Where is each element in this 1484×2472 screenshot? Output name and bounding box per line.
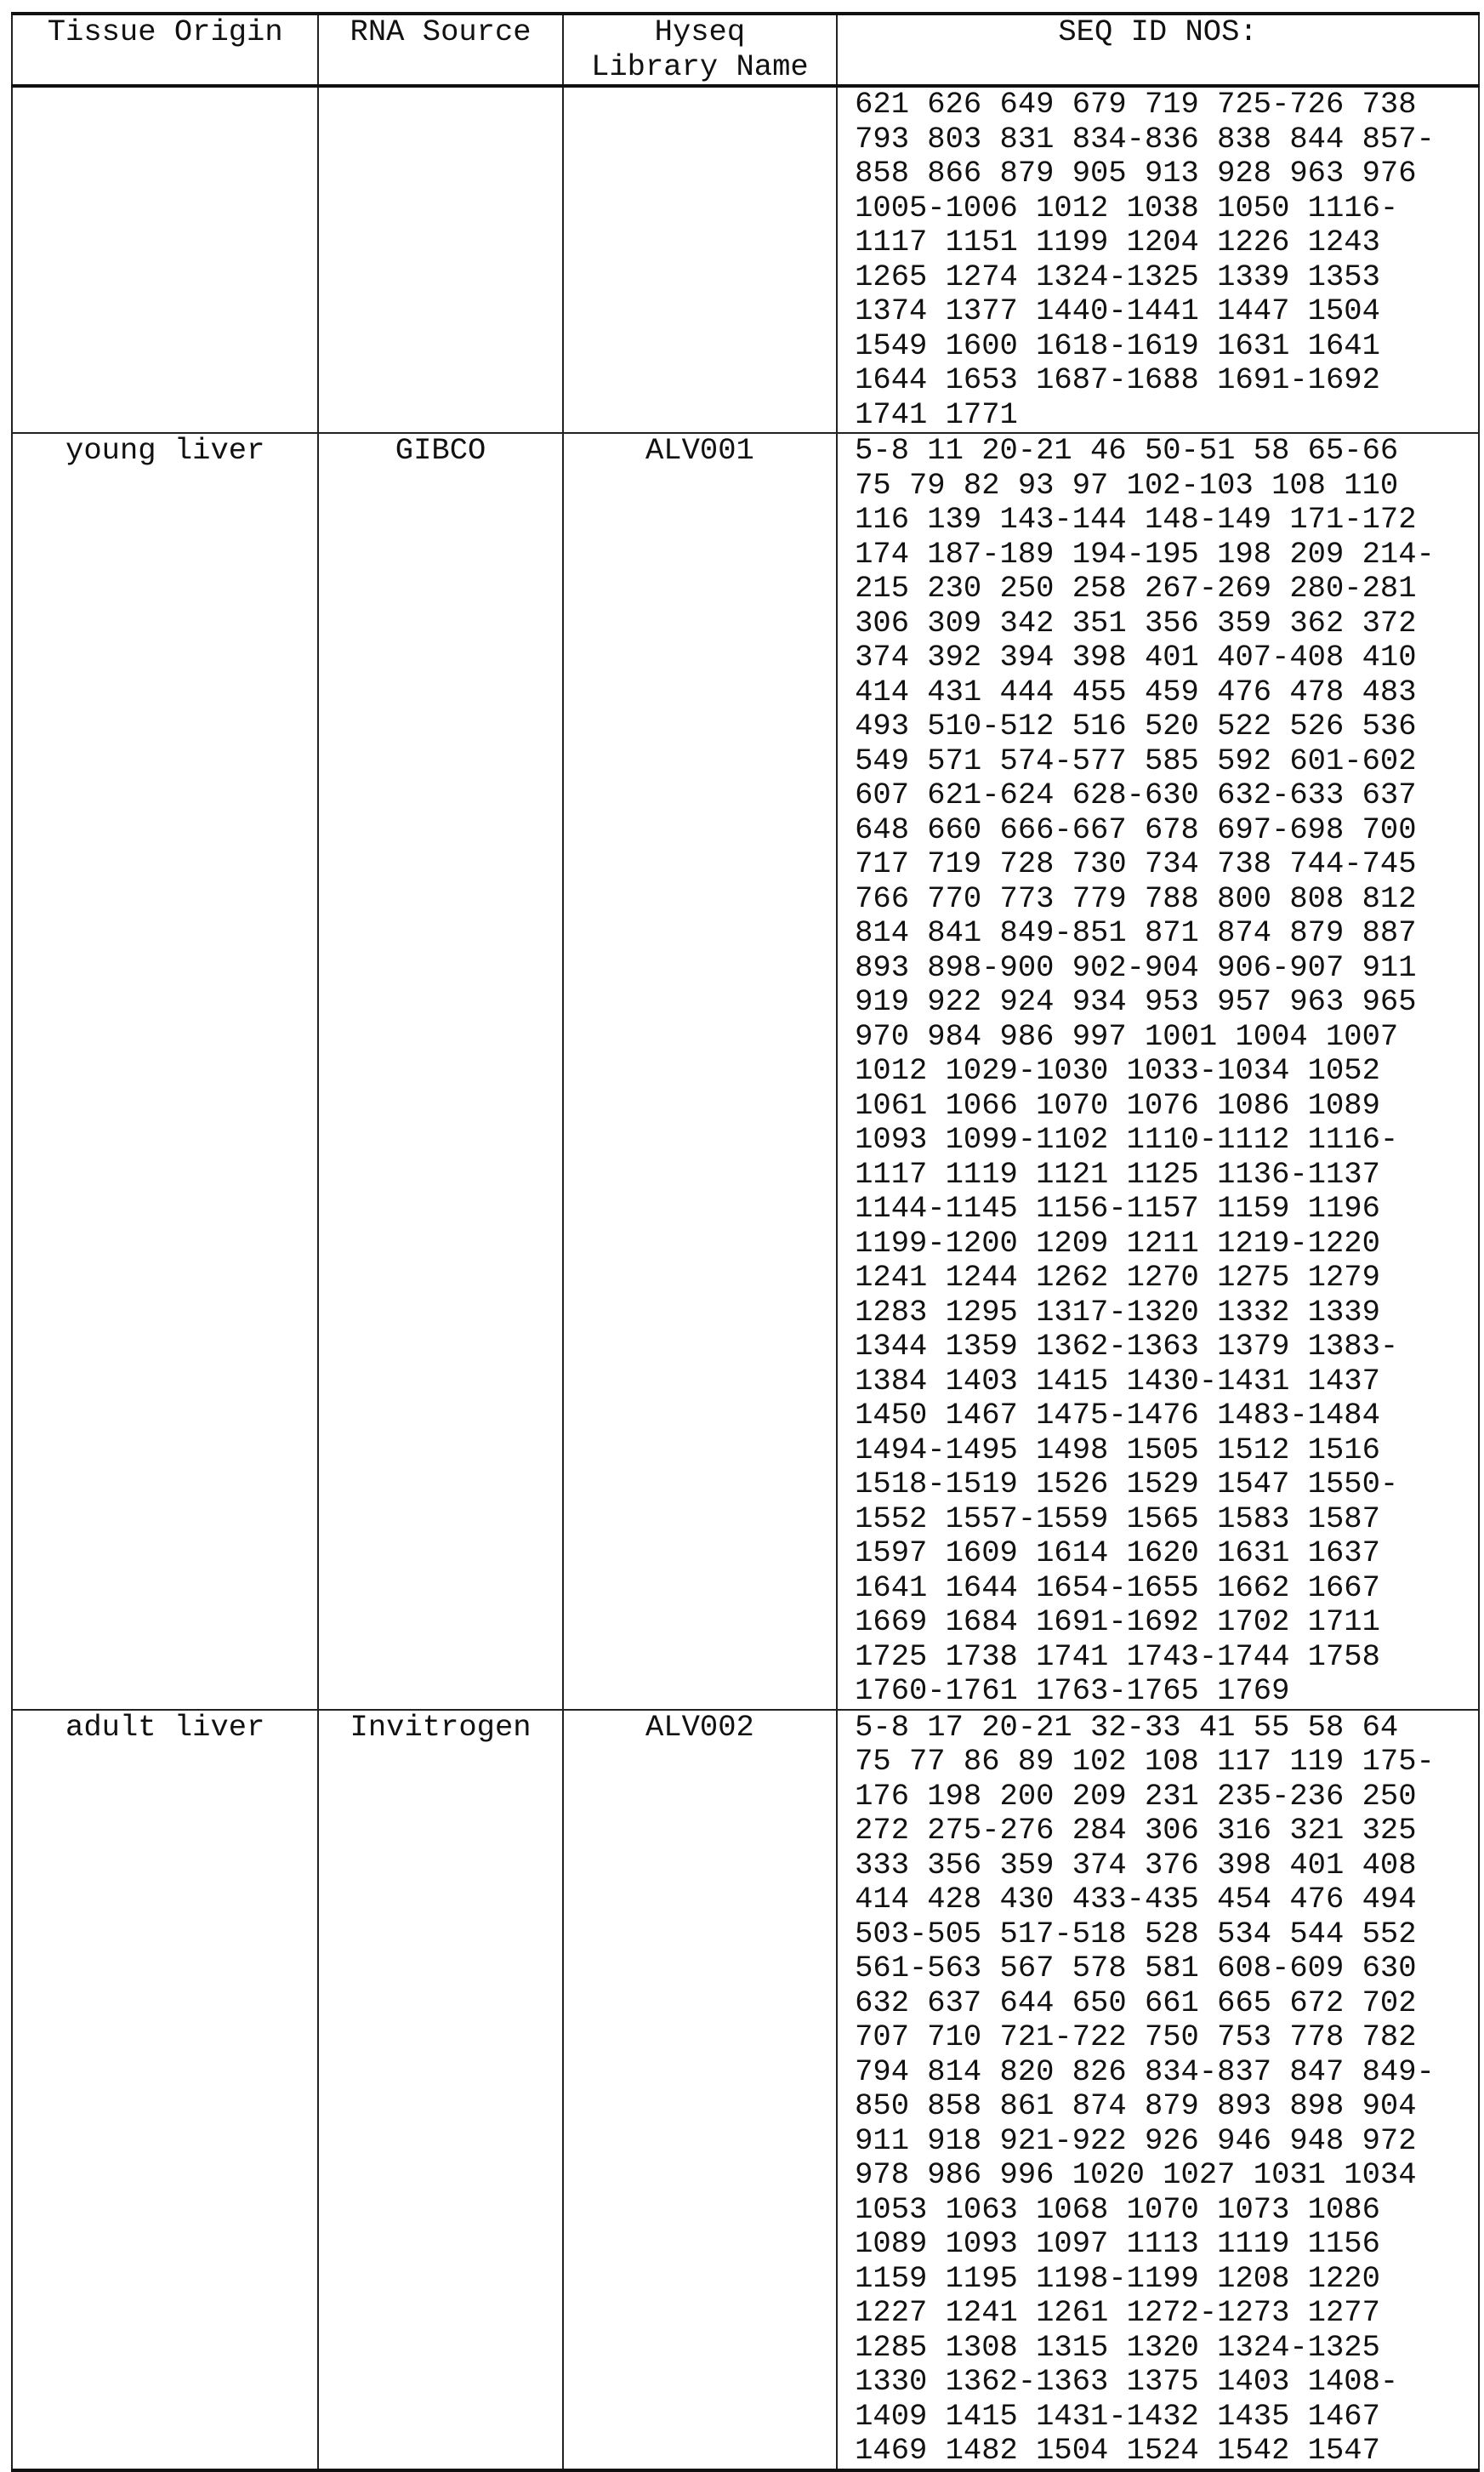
seq-id-line: 1159 1195 1198-1199 1208 1220 [855, 2262, 1478, 2297]
seq-id-line: 75 77 86 89 102 108 117 119 175- [855, 1745, 1478, 1780]
cell-seq-ids [837, 86, 1479, 433]
seq-id-line: 717 719 728 730 734 738 744-745 [855, 847, 1478, 882]
table-row [12, 433, 1479, 1710]
seq-id-line: 503-505 517-518 528 534 544 552 [855, 1917, 1478, 1952]
cell-seq-ids [837, 433, 1479, 1710]
seq-id-line: 978 986 996 1020 1027 1031 1034 [855, 2158, 1478, 2193]
seq-id-line: 1518-1519 1526 1529 1547 1550- [855, 1467, 1478, 1502]
seq-id-line: 1494-1495 1498 1505 1512 1516 [855, 1433, 1478, 1468]
header-rna-source: RNA Source [318, 14, 562, 86]
seq-id-line: 766 770 773 779 788 800 808 812 [855, 882, 1478, 917]
cell-rna-source [318, 86, 562, 433]
seq-id-line: 414 431 444 455 459 476 478 483 [855, 675, 1478, 710]
header-tissue-origin: Tissue Origin [12, 14, 318, 86]
seq-id-line: 1644 1653 1687-1688 1691-1692 [855, 363, 1478, 398]
seq-id-line: 176 198 200 209 231 235-236 250 [855, 1780, 1478, 1814]
seq-id-line: 1117 1151 1199 1204 1226 1243 [855, 225, 1478, 260]
seq-id-line: 1199-1200 1209 1211 1219-1220 [855, 1227, 1478, 1262]
seq-id-line: 75 79 82 93 97 102-103 108 110 [855, 469, 1478, 504]
seq-id-line: 850 858 861 874 879 893 898 904 [855, 2089, 1478, 2124]
cell-tissue-origin: young liver [12, 433, 318, 1710]
cell-tissue-origin: adult liver [12, 1710, 318, 2470]
seq-id-line: 1641 1644 1654-1655 1662 1667 [855, 1571, 1478, 1606]
seq-id-line: 814 841 849-851 871 874 879 887 [855, 916, 1478, 951]
seq-id-line: 911 918 921-922 926 946 948 972 [855, 2124, 1478, 2159]
seq-id-line: 374 392 394 398 401 407-408 410 [855, 641, 1478, 675]
cell-library-name: ALV002 [563, 1710, 837, 2470]
seq-id-line: 493 510-512 516 520 522 526 536 [855, 709, 1478, 744]
seq-id-line: 1344 1359 1362-1363 1379 1383- [855, 1330, 1478, 1364]
seq-id-line: 1374 1377 1440-1441 1447 1504 [855, 294, 1478, 329]
seq-id-line: 549 571 574-577 585 592 601-602 [855, 744, 1478, 779]
seq-id-line: 707 710 721-722 750 753 778 782 [855, 2020, 1478, 2055]
header-library-line2: Library Name [564, 50, 836, 85]
seq-id-line: 1549 1600 1618-1619 1631 1641 [855, 329, 1478, 364]
cell-library-name [563, 86, 837, 433]
seq-id-line: 1741 1771 [855, 398, 1478, 433]
header-row [12, 14, 1479, 86]
seq-id-line: 1330 1362-1363 1375 1403 1408- [855, 2365, 1478, 2400]
seq-id-line: 1469 1482 1504 1524 1542 1547 [855, 2434, 1478, 2469]
seq-id-line: 5-8 17 20-21 32-33 41 55 58 64 [855, 1711, 1478, 1746]
seq-id-line: 333 356 359 374 376 398 401 408 [855, 1848, 1478, 1883]
seq-id-line: 1285 1308 1315 1320 1324-1325 [855, 2331, 1478, 2366]
cell-seq-ids [837, 1710, 1479, 2470]
seq-id-line: 1265 1274 1324-1325 1339 1353 [855, 260, 1478, 295]
seq-id-line: 1409 1415 1431-1432 1435 1467 [855, 2400, 1478, 2435]
seq-id-line: 1093 1099-1102 1110-1112 1116- [855, 1123, 1478, 1158]
seq-id-line: 215 230 250 258 267-269 280-281 [855, 572, 1478, 607]
seq-id-line: 1061 1066 1070 1076 1086 1089 [855, 1089, 1478, 1124]
seq-id-line: 1760-1761 1763-1765 1769 [855, 1674, 1478, 1709]
cell-rna-source: Invitrogen [318, 1710, 562, 2470]
seq-id-line: 621 626 649 679 719 725-726 738 [855, 88, 1478, 122]
seq-id-line: 1227 1241 1261 1272-1273 1277 [855, 2296, 1478, 2331]
seq-id-line: 1089 1093 1097 1113 1119 1156 [855, 2227, 1478, 2262]
seq-id-line: 919 922 924 934 953 957 963 965 [855, 985, 1478, 1020]
seq-id-line: 1053 1063 1068 1070 1073 1086 [855, 2193, 1478, 2228]
cell-library-name: ALV001 [563, 433, 837, 1710]
seq-id-line: 607 621-624 628-630 632-633 637 [855, 778, 1478, 813]
seq-id-line: 5-8 11 20-21 46 50-51 58 65-66 [855, 434, 1478, 469]
seq-id-line: 794 814 820 826 834-837 847 849- [855, 2055, 1478, 2090]
seq-id-line: 414 428 430 433-435 454 476 494 [855, 1882, 1478, 1917]
seq-id-line: 1597 1609 1614 1620 1631 1637 [855, 1536, 1478, 1571]
table-row [12, 1710, 1479, 2470]
seq-id-line: 1384 1403 1415 1430-1431 1437 [855, 1364, 1478, 1399]
seq-id-line: 1552 1557-1559 1565 1583 1587 [855, 1502, 1478, 1537]
seq-id-line: 1669 1684 1691-1692 1702 1711 [855, 1605, 1478, 1640]
header-library-name [563, 14, 837, 86]
seq-id-line: 893 898-900 902-904 906-907 911 [855, 951, 1478, 986]
seq-id-line: 1725 1738 1741 1743-1744 1758 [855, 1640, 1478, 1675]
seq-id-line: 174 187-189 194-195 198 209 214- [855, 538, 1478, 572]
seq-id-line: 793 803 831 834-836 838 844 857- [855, 122, 1478, 157]
header-library-line1: Hyseq [564, 15, 836, 50]
seq-id-line: 1144-1145 1156-1157 1159 1196 [855, 1192, 1478, 1227]
seq-id-line: 1450 1467 1475-1476 1483-1484 [855, 1398, 1478, 1433]
seq-id-line: 1005-1006 1012 1038 1050 1116- [855, 191, 1478, 226]
seq-id-line: 970 984 986 997 1001 1004 1007 [855, 1020, 1478, 1055]
table-row [12, 86, 1479, 433]
seq-id-line: 1117 1119 1121 1125 1136-1137 [855, 1158, 1478, 1193]
cell-rna-source: GIBCO [318, 433, 562, 1710]
seq-id-line: 561-563 567 578 581 608-609 630 [855, 1951, 1478, 1986]
seq-id-table [11, 12, 1480, 2472]
seq-id-line: 1283 1295 1317-1320 1332 1339 [855, 1296, 1478, 1330]
seq-id-line: 1012 1029-1030 1033-1034 1052 [855, 1054, 1478, 1089]
seq-id-line: 858 866 879 905 913 928 963 976 [855, 157, 1478, 191]
seq-id-line: 116 139 143-144 148-149 171-172 [855, 503, 1478, 538]
seq-id-line: 272 275-276 284 306 316 321 325 [855, 1814, 1478, 1848]
cell-tissue-origin [12, 86, 318, 433]
seq-id-line: 648 660 666-667 678 697-698 700 [855, 813, 1478, 848]
seq-id-line: 306 309 342 351 356 359 362 372 [855, 607, 1478, 641]
seq-id-line: 1241 1244 1262 1270 1275 1279 [855, 1261, 1478, 1296]
header-seq-ids: SEQ ID NOS: [837, 14, 1479, 86]
seq-id-line: 632 637 644 650 661 665 672 702 [855, 1986, 1478, 2021]
